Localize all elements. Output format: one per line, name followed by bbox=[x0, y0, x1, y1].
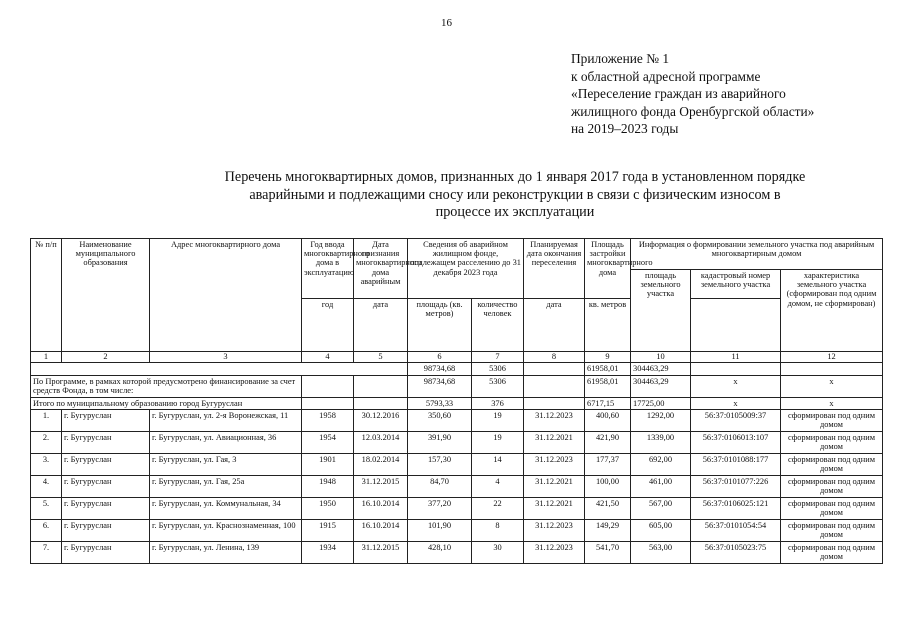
row-year: 1901 bbox=[302, 454, 354, 476]
column-number: 8 bbox=[524, 352, 585, 363]
program-empty bbox=[354, 375, 408, 397]
municipal-people: 376 bbox=[472, 397, 524, 410]
total-label-empty bbox=[31, 363, 408, 376]
row-land-char: сформирован под одним домом bbox=[781, 432, 883, 454]
column-number: 5 bbox=[354, 352, 408, 363]
row-year: 1954 bbox=[302, 432, 354, 454]
row-land-area: 461,00 bbox=[631, 476, 691, 498]
total-area: 98734,68 bbox=[408, 363, 472, 376]
header-land-info: Информация о формировании земельного участка под аварийным многоквартирным домом bbox=[631, 239, 883, 270]
row-date: 16.10.2014 bbox=[354, 520, 408, 542]
row-people: 19 bbox=[472, 410, 524, 432]
header-date-recognized: Дата признания многоквартирного дома аварийным bbox=[354, 239, 408, 299]
row-area: 84,70 bbox=[408, 476, 472, 498]
program-empty bbox=[524, 375, 585, 397]
header-sub-kvm: кв. метров bbox=[585, 299, 631, 352]
header-sub-date2: дата bbox=[524, 299, 585, 352]
row-land-area: 692,00 bbox=[631, 454, 691, 476]
row-land-area: 1339,00 bbox=[631, 432, 691, 454]
program-people: 5306 bbox=[472, 375, 524, 397]
appendix-line: на 2019–2023 годы bbox=[571, 121, 679, 136]
municipal-build-area: 6717,15 bbox=[585, 397, 631, 410]
row-area: 101,90 bbox=[408, 520, 472, 542]
column-number: 4 bbox=[302, 352, 354, 363]
row-build-area: 421,90 bbox=[585, 432, 631, 454]
row-date: 12.03.2014 bbox=[354, 432, 408, 454]
row-cadastral: 56:37:0101054:54 bbox=[691, 520, 781, 542]
row-people: 14 bbox=[472, 454, 524, 476]
row-planned-date: 31.12.2023 bbox=[524, 542, 585, 564]
column-number: 2 bbox=[62, 352, 150, 363]
program-land-area: 304463,29 bbox=[631, 375, 691, 397]
row-municipality: г. Бугуруслан bbox=[62, 454, 150, 476]
row-municipality: г. Бугуруслан bbox=[62, 476, 150, 498]
row-address: г. Бугуруслан, ул. Ленина, 139 bbox=[150, 542, 302, 564]
row-build-area: 149,29 bbox=[585, 520, 631, 542]
row-people: 30 bbox=[472, 542, 524, 564]
municipal-cadastral: x bbox=[691, 397, 781, 410]
row-land-char: сформирован под одним домом bbox=[781, 476, 883, 498]
column-number: 9 bbox=[585, 352, 631, 363]
header-num: № п/п bbox=[31, 239, 62, 352]
row-planned-date: 31.12.2023 bbox=[524, 454, 585, 476]
program-label: По Программе, в рамках которой предусмотрено финансирование за счет средств Фонда, в том числе: bbox=[31, 375, 302, 397]
row-planned-date: 31.12.2023 bbox=[524, 410, 585, 432]
row-area: 157,30 bbox=[408, 454, 472, 476]
houses-table bbox=[30, 238, 883, 564]
row-land-area: 563,00 bbox=[631, 542, 691, 564]
row-land-char: сформирован под одним домом bbox=[781, 498, 883, 520]
table-row bbox=[31, 432, 883, 454]
row-date: 18.02.2014 bbox=[354, 454, 408, 476]
appendix-line: к областной адресной программе bbox=[571, 68, 761, 84]
appendix-line: «Переселение граждан из аварийного bbox=[571, 86, 786, 101]
row-people: 4 bbox=[472, 476, 524, 498]
row-land-char: сформирован под одним домом bbox=[781, 454, 883, 476]
row-date: 30.12.2016 bbox=[354, 410, 408, 432]
header-sub-year: год bbox=[302, 299, 354, 352]
municipal-land-area: 17725,00 bbox=[631, 397, 691, 410]
total-land-area: 304463,29 bbox=[631, 363, 691, 376]
table-row bbox=[31, 410, 883, 432]
program-cadastral: x bbox=[691, 375, 781, 397]
row-num: 2. bbox=[31, 432, 62, 454]
table-row bbox=[31, 476, 883, 498]
header-municipality: Наименование муниципального образования bbox=[62, 239, 150, 352]
title-line: аварийными и подлежащими сносу или реконструкции в связи с физическим износом в bbox=[249, 186, 781, 203]
row-num: 6. bbox=[31, 520, 62, 542]
table-row bbox=[31, 520, 883, 542]
row-area: 350,60 bbox=[408, 410, 472, 432]
total-empty bbox=[524, 363, 585, 376]
municipal-land-char: x bbox=[781, 397, 883, 410]
row-date: 16.10.2014 bbox=[354, 498, 408, 520]
program-row bbox=[31, 375, 883, 397]
municipal-label: Итого по муниципальному образованию город Бугуруслан bbox=[31, 397, 302, 410]
header-cadastral-empty bbox=[691, 299, 781, 352]
row-municipality: г. Бугуруслан bbox=[62, 520, 150, 542]
row-cadastral: 56:37:0106013:107 bbox=[691, 432, 781, 454]
appendix-block bbox=[571, 50, 814, 138]
row-address: г. Бугуруслан, ул. 2-я Воронежская, 11 bbox=[150, 410, 302, 432]
row-cadastral: 56:37:0106025:121 bbox=[691, 498, 781, 520]
row-year: 1934 bbox=[302, 542, 354, 564]
total-empty bbox=[781, 363, 883, 376]
row-year: 1958 bbox=[302, 410, 354, 432]
row-municipality: г. Бугуруслан bbox=[62, 410, 150, 432]
row-address: г. Бугуруслан, ул. Гая, 3 bbox=[150, 454, 302, 476]
municipal-empty bbox=[524, 397, 585, 410]
column-number: 1 bbox=[31, 352, 62, 363]
row-land-area: 1292,00 bbox=[631, 410, 691, 432]
row-people: 19 bbox=[472, 432, 524, 454]
row-cadastral: 56:37:0105023:75 bbox=[691, 542, 781, 564]
header-sub-area: площадь (кв. метров) bbox=[408, 299, 472, 352]
page-number: 16 bbox=[441, 17, 452, 29]
column-number: 3 bbox=[150, 352, 302, 363]
table-row bbox=[31, 454, 883, 476]
row-planned-date: 31.12.2021 bbox=[524, 432, 585, 454]
program-empty bbox=[302, 375, 354, 397]
header-land-char: характеристика земельного участка (сформирован под одним домом, не сформирован) bbox=[781, 270, 883, 352]
row-build-area: 100,00 bbox=[585, 476, 631, 498]
row-land-area: 567,00 bbox=[631, 498, 691, 520]
row-municipality: г. Бугуруслан bbox=[62, 498, 150, 520]
row-people: 22 bbox=[472, 498, 524, 520]
row-cadastral: 56:37:0101088:177 bbox=[691, 454, 781, 476]
column-numbers-row bbox=[31, 352, 883, 363]
column-number: 12 bbox=[781, 352, 883, 363]
title-line: процессе их эксплуатации bbox=[435, 204, 595, 220]
table-row bbox=[31, 542, 883, 564]
program-build-area: 61958,01 bbox=[585, 375, 631, 397]
column-number: 10 bbox=[631, 352, 691, 363]
column-number: 7 bbox=[472, 352, 524, 363]
header-year: Год ввода многоквартирного дома в эксплуатацию bbox=[302, 239, 354, 299]
title-line: Перечень многоквартирных домов, признанных до 1 января 2017 года в установленном порядке bbox=[224, 169, 806, 185]
program-area: 98734,68 bbox=[408, 375, 472, 397]
header-emergency-info: Сведения об аварийном жилищном фонде, подлежащем расселению до 31 декабря 2023 года bbox=[408, 239, 524, 299]
row-planned-date: 31.12.2021 bbox=[524, 476, 585, 498]
row-build-area: 400,60 bbox=[585, 410, 631, 432]
row-municipality: г. Бугуруслан bbox=[62, 432, 150, 454]
row-planned-date: 31.12.2023 bbox=[524, 520, 585, 542]
total-build-area: 61958,01 bbox=[585, 363, 631, 376]
row-cadastral: 56:37:0105009:37 bbox=[691, 410, 781, 432]
row-num: 3. bbox=[31, 454, 62, 476]
document-title bbox=[170, 169, 860, 222]
row-area: 428,10 bbox=[408, 542, 472, 564]
row-area: 377,20 bbox=[408, 498, 472, 520]
row-area: 391,90 bbox=[408, 432, 472, 454]
row-planned-date: 31.12.2021 bbox=[524, 498, 585, 520]
row-num: 7. bbox=[31, 542, 62, 564]
appendix-line: жилищного фонда Оренбургской области» bbox=[571, 103, 815, 119]
row-land-char: сформирован под одним домом bbox=[781, 542, 883, 564]
row-build-area: 541,70 bbox=[585, 542, 631, 564]
row-address: г. Бугуруслан, ул. Краснознаменная, 100 bbox=[150, 520, 302, 542]
row-land-char: сформирован под одним домом bbox=[781, 520, 883, 542]
row-date: 31.12.2015 bbox=[354, 476, 408, 498]
row-num: 1. bbox=[31, 410, 62, 432]
header-planned-date: Планируемая дата окончания переселения bbox=[524, 239, 585, 299]
column-number: 6 bbox=[408, 352, 472, 363]
municipal-empty bbox=[354, 397, 408, 410]
row-municipality: г. Бугуруслан bbox=[62, 542, 150, 564]
header-build-area: Площадь застройки многоквартирного дома bbox=[585, 239, 631, 299]
municipal-empty bbox=[302, 397, 354, 410]
row-num: 4. bbox=[31, 476, 62, 498]
table-row bbox=[31, 498, 883, 520]
row-land-char: сформирован под одним домом bbox=[781, 410, 883, 432]
header-address: Адрес многоквартирного дома bbox=[150, 239, 302, 352]
column-number: 11 bbox=[691, 352, 781, 363]
total-row bbox=[31, 363, 883, 376]
total-people: 5306 bbox=[472, 363, 524, 376]
program-land-char: x bbox=[781, 375, 883, 397]
row-build-area: 421,50 bbox=[585, 498, 631, 520]
row-date: 31.12.2015 bbox=[354, 542, 408, 564]
header-land-area: площадь земельного участка bbox=[631, 270, 691, 352]
row-year: 1948 bbox=[302, 476, 354, 498]
municipal-area: 5793,33 bbox=[408, 397, 472, 410]
row-year: 1950 bbox=[302, 498, 354, 520]
header-cadastral: кадастровый номер земельного участка bbox=[691, 270, 781, 299]
row-people: 8 bbox=[472, 520, 524, 542]
row-num: 5. bbox=[31, 498, 62, 520]
total-empty bbox=[691, 363, 781, 376]
row-cadastral: 56:37:0101077:226 bbox=[691, 476, 781, 498]
row-address: г. Бугуруслан, ул. Гая, 25а bbox=[150, 476, 302, 498]
row-land-area: 605,00 bbox=[631, 520, 691, 542]
row-build-area: 177,37 bbox=[585, 454, 631, 476]
row-address: г. Бугуруслан, ул. Авиационная, 36 bbox=[150, 432, 302, 454]
municipal-row bbox=[31, 397, 883, 410]
row-address: г. Бугуруслан, ул. Коммунальная, 34 bbox=[150, 498, 302, 520]
header-sub-date: дата bbox=[354, 299, 408, 352]
appendix-line: Приложение № 1 bbox=[571, 51, 670, 66]
row-year: 1915 bbox=[302, 520, 354, 542]
header-sub-people: количество человек bbox=[472, 299, 524, 352]
